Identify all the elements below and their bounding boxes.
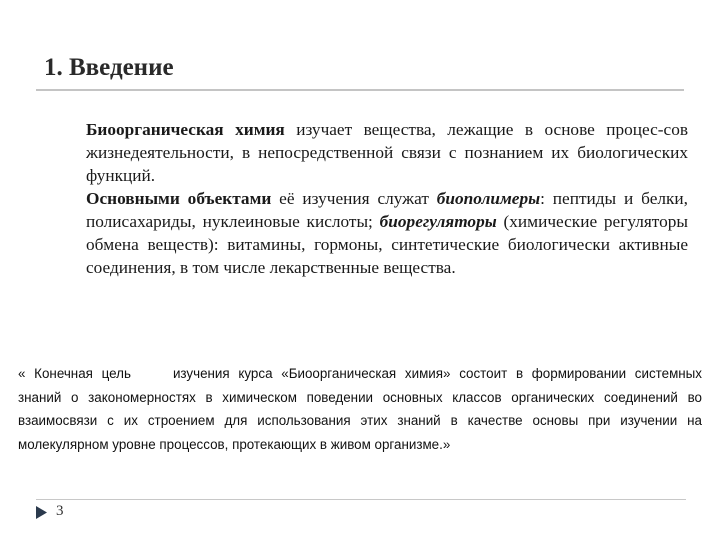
excerpt-paragraph-1 xyxy=(82,118,688,187)
textbook-excerpt xyxy=(82,118,688,279)
term-main-objects: Основными объектами xyxy=(86,189,272,208)
play-arrow-icon xyxy=(35,506,48,519)
slide-title: 1. Введение xyxy=(44,54,174,81)
excerpt-text-1: изучает вещества, лежащие в основе процес-сов жизнедеятельности, в непосредственной связи с познанием их биологических функций. xyxy=(86,120,689,185)
quote-rest: изучения курса «Биоорганическая химия» состоит в формировании системных знаний о закономерностях в химическом поведении основных классов органических соединений во взаимосвязи с их строением для использования этих знаний в качестве основы при изучении на молекулярном уровне процессов, протекающих в живом организме.» xyxy=(18,366,702,453)
title-divider xyxy=(36,89,684,91)
term-biopolymers: биополимеры xyxy=(436,189,541,208)
excerpt-text-2a: её изучения служат xyxy=(271,189,437,208)
footer-divider xyxy=(36,499,686,500)
page-number: 3 xyxy=(56,503,64,519)
course-goal-quote xyxy=(18,362,702,457)
excerpt-text-2b: : пептиды и белки, полисахариды, нуклеиновые кислоты; xyxy=(86,189,688,231)
excerpt-text-2c: (химические регуляторы обмена веществ): витамины, гормоны, синтетические биологически активные соединения, в том числе лекарственные вещества. xyxy=(86,212,688,277)
excerpt-paragraph-2 xyxy=(82,187,688,279)
term-bioregulators: биорегуляторы xyxy=(379,212,497,231)
quote-start: « Конечная цель xyxy=(18,366,131,381)
term-bioorganic-chemistry: Биоорганическая химия xyxy=(86,120,285,139)
